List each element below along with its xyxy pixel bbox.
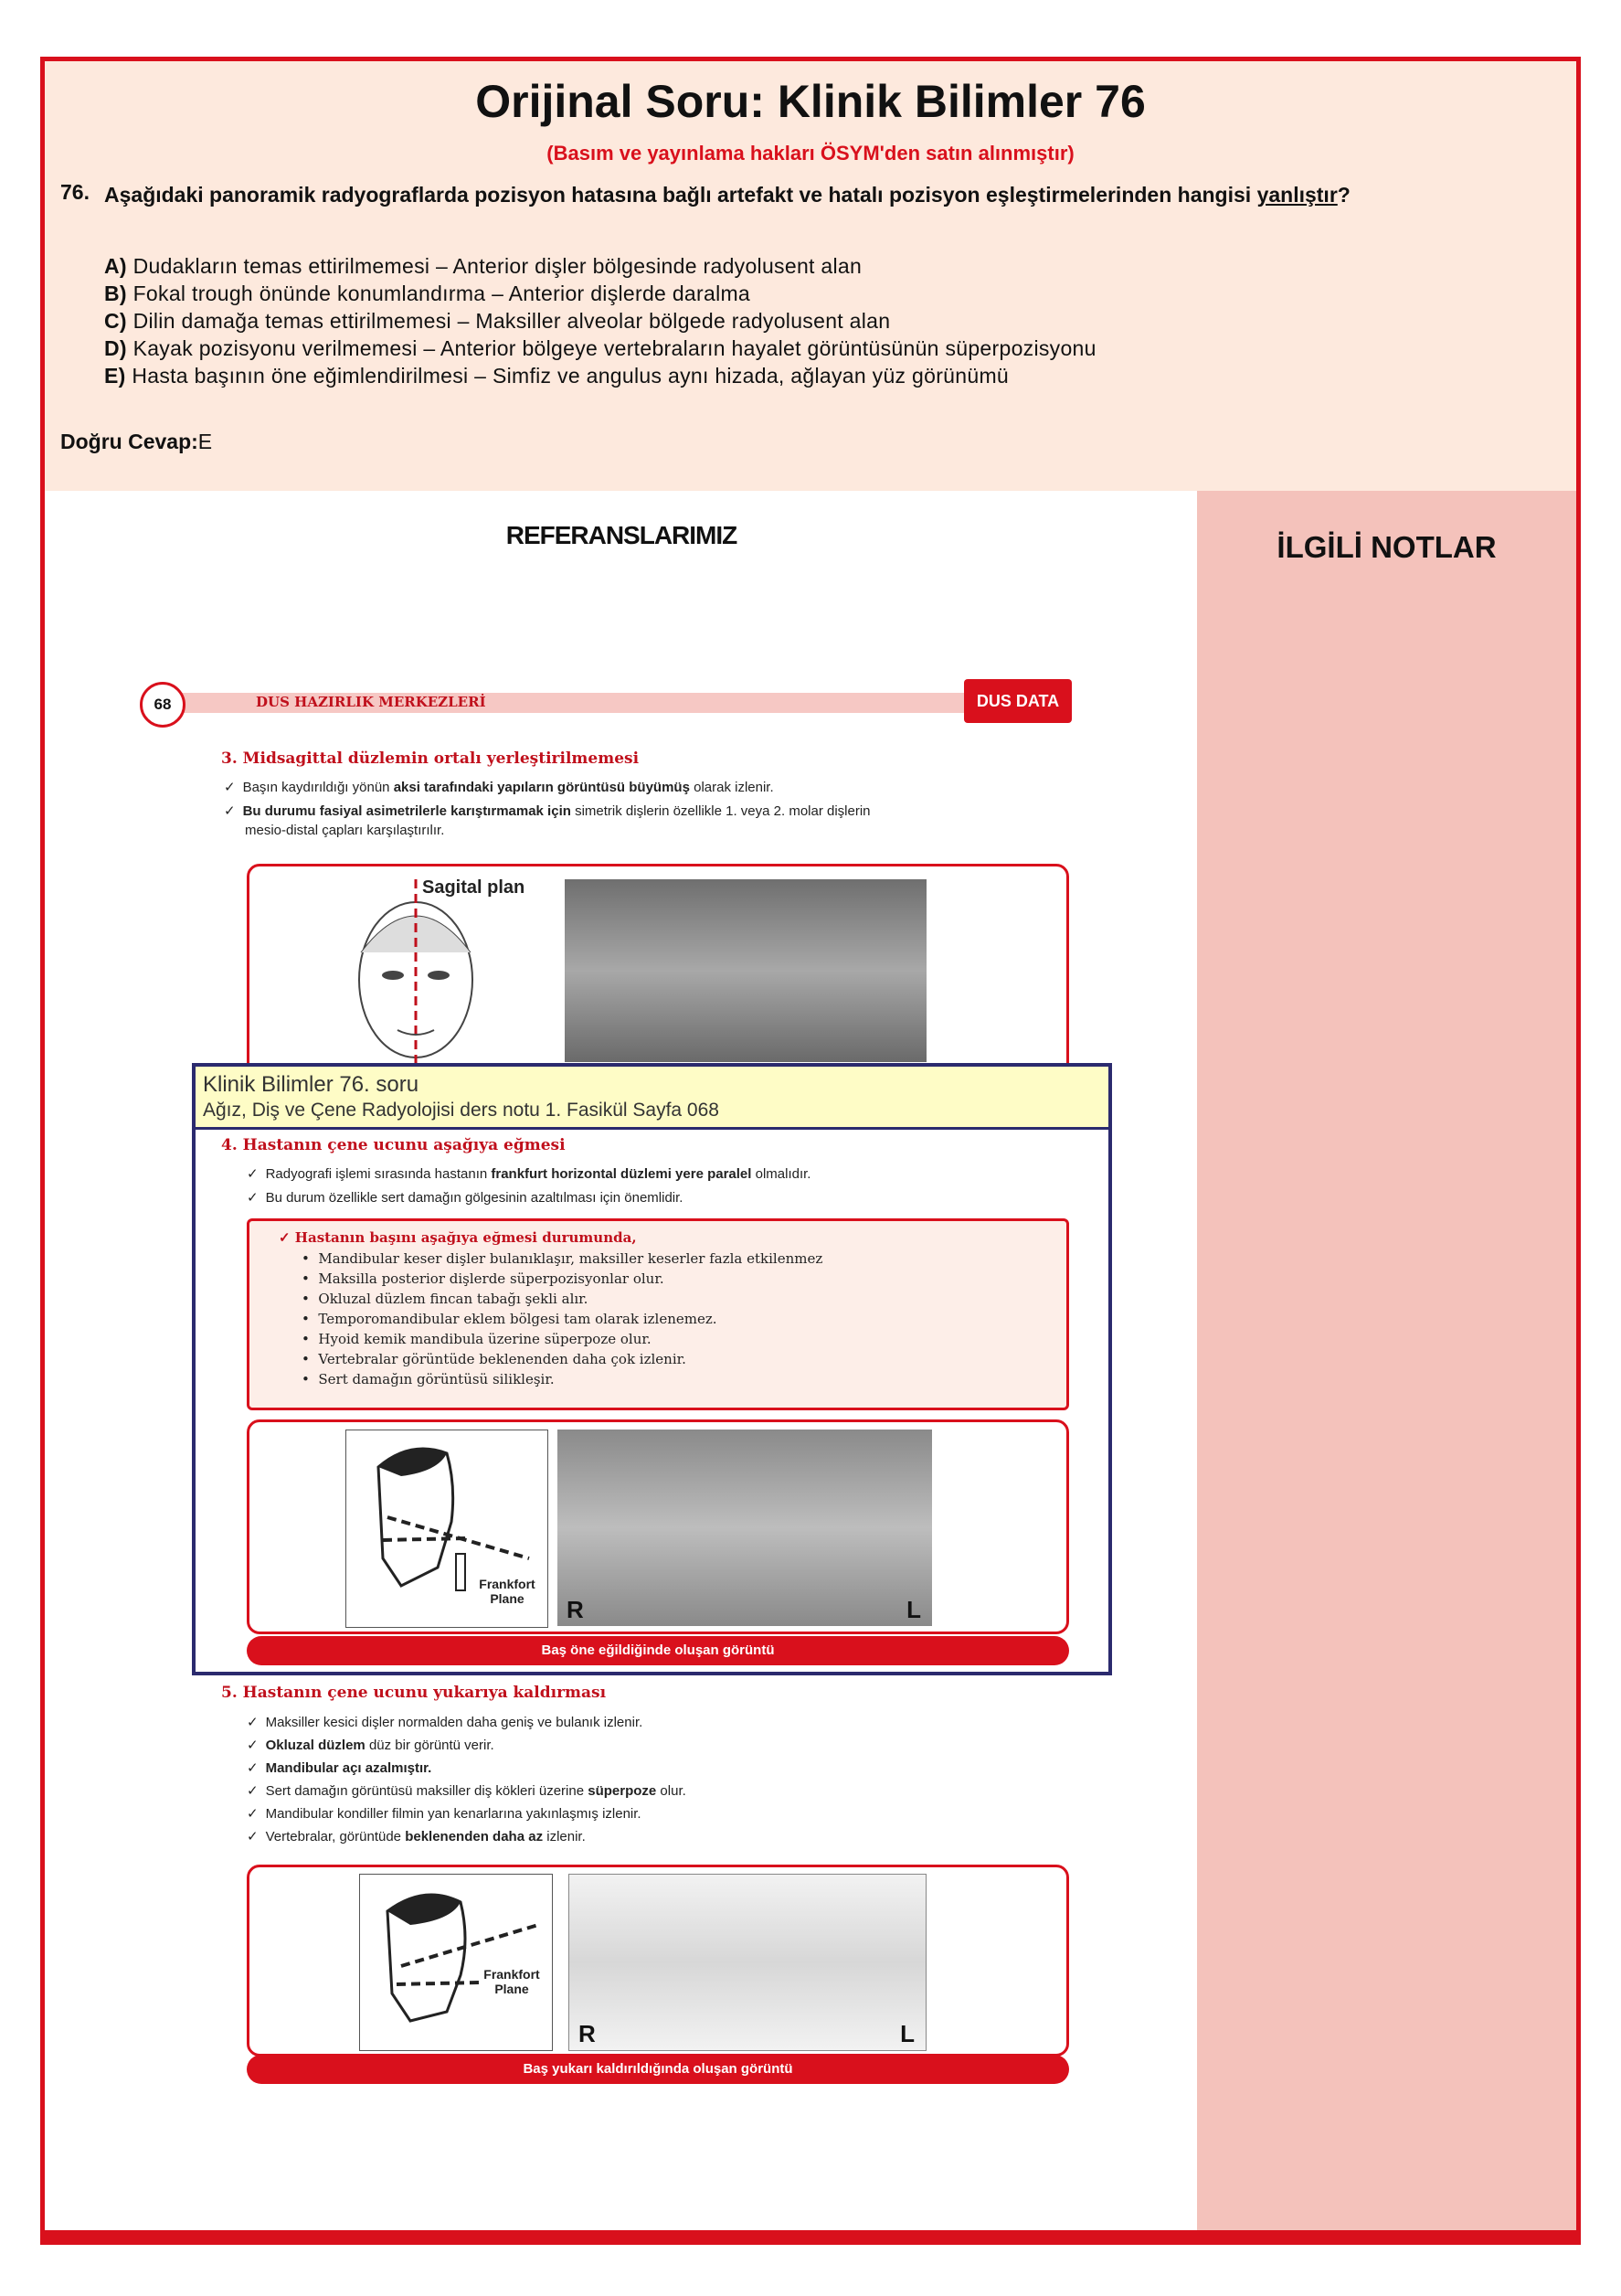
section-5-bullet: ✓ Okluzal düzlem düz bir görüntü verir.	[247, 1738, 494, 1753]
page-header-text: DUS HAZIRLIK MERKEZLERİ	[256, 694, 486, 710]
section-5-bullet: ✓ Mandibular açı azalmıştır.	[247, 1760, 432, 1776]
option-text: Dilin damağa temas ettirilmemesi – Maksiller alveolar bölgede radyolusent alan	[132, 309, 891, 333]
page-title: Orijinal Soru: Klinik Bilimler 76	[475, 76, 1146, 127]
panoramic-xray-5	[568, 1874, 927, 2051]
frankfort-label-4: Frankfort Plane	[479, 1577, 535, 1606]
section-5-bullet: ✓ Sert damağın görüntüsü maksiller diş kökleri üzerine süperpoze olur.	[247, 1783, 686, 1799]
section-5-bullet: ✓ Vertebralar, görüntüde beklenenden daha az izlenir.	[247, 1829, 586, 1844]
option-e	[104, 364, 1009, 388]
face-illustration	[343, 879, 498, 1071]
reference-page-scan	[137, 676, 1097, 2102]
answer-value: E	[197, 430, 213, 453]
option-text: Fokal trough önünde konumlandırma – Anterior dişlerde daralma	[132, 282, 751, 305]
panoramic-xray-3	[565, 879, 927, 1062]
xray-l-marker: L	[900, 2020, 915, 2047]
section-4-title: 4. Hastanın çene ucunu aşağıya eğmesi	[221, 1136, 566, 1154]
sagittal-plane-label: Sagital plan	[422, 877, 525, 898]
bottom-bar	[40, 2230, 1581, 2245]
frankfort-label-5: Frankfort Plane	[483, 1967, 540, 1996]
xray-r-marker: R	[567, 1596, 584, 1623]
box-4-item: • Hyoid kemik mandibula üzerine süperpoze olur.	[302, 1331, 652, 1347]
option-letter: B)	[104, 282, 127, 305]
box-4-item: • Maksilla posterior dişlerde süperpozisyonlar olur.	[302, 1270, 664, 1287]
xray-r-marker: R	[578, 2020, 596, 2047]
section-5-title: 5. Hastanın çene ucunu yukarıya kaldırması	[221, 1684, 607, 1702]
question-text-main: Aşağıdaki panoramik radyograflarda pozisyon hatasına bağlı artefakt ve hatalı pozisyon eşleştirmelerinden hangisi	[104, 183, 1252, 207]
option-a	[104, 254, 862, 279]
answer-label: Doğru Cevap:	[60, 430, 198, 453]
section-3-bullet: ✓ Başın kaydırıldığı yönün aksi tarafındaki yapıların görüntüsü büyümüş olarak izlenir.	[224, 780, 774, 795]
option-letter: E)	[104, 364, 126, 388]
reference-overlay-box	[192, 1063, 1112, 1675]
box-4-heading: ✓ Hastanın başını aşağıya eğmesi durumunda,	[279, 1229, 637, 1246]
box-4-item: • Vertebralar görüntüde beklenenden daha çok izlenir.	[302, 1351, 686, 1367]
option-text: Kayak pozisyonu verilmemesi – Anterior bölgeye vertebraların hayalet görüntüsünün süperpozisyonu	[132, 336, 1097, 360]
box-4-item: • Mandibular keser dişler bulanıklaşır, maksiller keserler fazla etkilenmez	[302, 1250, 823, 1267]
caption-head-up: Baş yukarı kaldırıldığında oluşan görüntü	[247, 2055, 1069, 2084]
question-text-underlined: yanlıştır	[1256, 183, 1338, 207]
overlay-source-ref: Ağız, Diş ve Çene Radyolojisi ders notu 1. Fasikül Sayfa 068	[203, 1100, 719, 1121]
question-number: 76.	[60, 180, 90, 204]
section-3-bullet-cont: mesio-distal çapları karşılaştırılır.	[245, 823, 445, 838]
notes-column	[1197, 491, 1576, 2230]
box-4-item: • Okluzal düzlem fincan tabağı şekli alır.	[302, 1291, 588, 1307]
option-c	[104, 309, 890, 334]
box-4-item: • Sert damağın görüntüsü silikleşir.	[302, 1371, 555, 1387]
section-4-bullet: ✓ Bu durum özellikle sert damağın gölgesinin azaltılması için önemlidir.	[247, 1190, 683, 1206]
option-d	[104, 336, 1097, 361]
option-letter: C)	[104, 309, 127, 333]
option-letter: A)	[104, 254, 127, 278]
option-text: Dudakların temas ettirilmemesi – Anterior dişler bölgesinde radyolusent alan	[132, 254, 863, 278]
overlay-question-ref: Klinik Bilimler 76. soru	[203, 1072, 419, 1097]
section-4-bullet: ✓ Radyografi işlemi sırasında hastanın frankfurt horizontal düzlemi yere paralel olmalıdır.	[247, 1166, 811, 1182]
notes-title: İLGİLİ NOTLAR	[1277, 530, 1497, 564]
box-4-item: • Temporomandibular eklem bölgesi tam olarak izlenemez.	[302, 1311, 717, 1327]
dusdata-logo: DUS DATA	[964, 679, 1072, 723]
option-text: Hasta başının öne eğimlendirilmesi – Simfiz ve angulus aynı hizada, ağlayan yüz görünümü	[132, 364, 1010, 388]
references-title: REFERANSLARIMIZ	[505, 521, 737, 549]
section-5-bullet: ✓ Maksiller kesici dişler normalden daha geniş ve bulanık izlenir.	[247, 1715, 643, 1730]
section-3-bullet: ✓ Bu durumu fasiyal asimetrilerle karıştırmamak için simetrik dişlerin özellikle 1. veya 2. molar dişlerin	[224, 803, 871, 819]
question-text-end: ?	[1337, 183, 1351, 207]
copyright-subtitle: (Basım ve yayınlama hakları ÖSYM'den satın alınmıştır)	[546, 142, 1075, 165]
head-tilted-up-illustration	[359, 1874, 553, 2051]
caption-head-down: Baş öne eğildiğinde oluşan görüntü	[247, 1636, 1069, 1665]
page-number: 68	[140, 682, 185, 728]
option-b	[104, 282, 750, 306]
correct-answer	[60, 430, 212, 454]
section-5-bullet: ✓ Mandibular kondiller filmin yan kenarlarına yakınlaşmış izlenir.	[247, 1806, 641, 1822]
option-letter: D)	[104, 336, 127, 360]
question-text	[104, 180, 1475, 210]
xray-l-marker: L	[906, 1596, 921, 1623]
section-3-title: 3. Midsagittal düzlemin ortalı yerleştirilmemesi	[221, 749, 640, 768]
overlay-header	[196, 1067, 1108, 1130]
